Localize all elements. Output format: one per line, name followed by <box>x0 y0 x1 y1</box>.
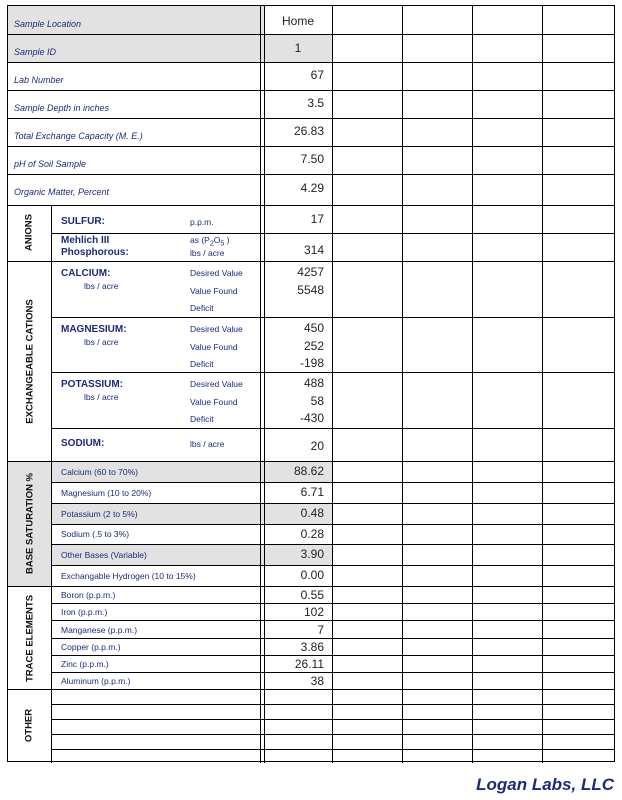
soil-report-table <box>7 5 615 762</box>
trace-value: 102 <box>303 605 324 619</box>
bs-value: 6.71 <box>300 485 324 499</box>
calcium-desired-value: 4257 <box>297 265 324 279</box>
deficit-label: Deficit <box>190 414 214 424</box>
phos-unit-line1: as ($P_2O_5$ ) <box>190 235 230 248</box>
divider-h <box>51 734 614 735</box>
found-label: Value Found <box>190 342 238 352</box>
company-footer: Logan Labs, LLC <box>476 775 614 794</box>
tec-value: 26.83 <box>293 124 324 138</box>
bs-value: 88.62 <box>293 464 324 478</box>
tec-label: Total Exchange Capacity (M. E.) <box>14 131 143 141</box>
bs-value: 0.00 <box>300 568 324 582</box>
bs-label: Sodium (.5 to 3%) <box>61 529 130 539</box>
trace-label: Iron (p.p.m.) <box>61 607 108 617</box>
anions-section-label: ANIONS <box>23 214 35 251</box>
divider-v <box>332 6 333 763</box>
divider-h <box>51 749 614 750</box>
divider-h <box>51 603 614 604</box>
desired-label: Desired Value <box>190 324 243 334</box>
phos-label-line2: Phosphorous: <box>61 247 129 258</box>
lab-number-value: 67 <box>310 68 324 82</box>
divider-h <box>51 503 614 504</box>
bs-value: 0.28 <box>300 527 324 541</box>
potassium-unit: lbs / acre <box>84 392 119 402</box>
divider-h <box>51 524 614 525</box>
divider-v <box>472 6 473 763</box>
sulfur-label: SULFUR: <box>61 216 105 227</box>
divider-h <box>51 704 614 705</box>
sodium-value: 20 <box>310 439 324 453</box>
deficit-label: Deficit <box>190 359 214 369</box>
bs-label: Other Bases (Variable) <box>61 550 147 560</box>
bs-label: Exchangable Hydrogen (10 to 15%) <box>61 571 196 581</box>
bs-value: 0.48 <box>300 506 324 520</box>
potassium-label: POTASSIUM: <box>61 379 124 390</box>
trace-elements-section-label: TRACE ELEMENTS <box>24 594 36 683</box>
sulfur-unit: p.p.m. <box>190 217 214 227</box>
trace-label: Manganese (p.p.m.) <box>61 625 138 635</box>
sample-depth-label: Sample Depth in inches <box>14 103 110 113</box>
sulfur-value: 17 <box>310 212 324 226</box>
divider-h <box>51 719 614 720</box>
trace-value: 38 <box>310 674 324 688</box>
potassium-deficit-value: -430 <box>299 411 324 425</box>
bs-label: Magnesium (10 to 20%) <box>61 488 152 498</box>
divider-h <box>51 482 614 483</box>
organic-matter-label: Organic Matter, Percent <box>14 187 110 197</box>
magnesium-found-value: 252 <box>303 339 324 353</box>
divider-h <box>51 565 614 566</box>
potassium-found-value: 58 <box>310 394 324 408</box>
values-column <box>264 6 332 763</box>
sample-location-value: Home <box>281 14 314 28</box>
divider-h <box>51 317 614 318</box>
divider-h <box>51 655 614 656</box>
bs-label: Calcium (60 to 70%) <box>61 467 139 477</box>
divider-h <box>51 672 614 673</box>
divider-v <box>260 6 261 763</box>
divider-v <box>542 6 543 763</box>
magnesium-desired-value: 450 <box>303 321 324 335</box>
trace-value: 3.86 <box>300 640 324 654</box>
trace-value: 26.11 <box>294 657 324 671</box>
cations-section-label: EXCHANGEABLE CATIONS <box>24 299 36 424</box>
lab-number-label: Lab Number <box>14 75 64 85</box>
calcium-label: CALCIUM: <box>61 268 111 279</box>
phosphorous-value: 314 <box>303 243 324 257</box>
phos-label-line1: Mehlich III <box>61 235 110 246</box>
divider-h <box>51 544 614 545</box>
trace-label: Copper (p.p.m.) <box>61 642 121 652</box>
sample-depth-value: 3.5 <box>307 96 324 110</box>
divider-v <box>51 205 52 763</box>
sample-id-value: 1 <box>294 41 302 55</box>
bs-label: Potassium (2 to 5%) <box>61 509 138 519</box>
sodium-label: SODIUM: <box>61 438 105 449</box>
divider-h <box>51 233 614 234</box>
trace-label: Zinc (p.p.m.) <box>61 659 109 669</box>
base-saturation-section-label: BASE SATURATION % <box>24 473 36 574</box>
divider-h <box>51 372 614 373</box>
desired-label: Desired Value <box>190 379 243 389</box>
ph-label: pH of Soil Sample <box>14 159 87 169</box>
bs-value: 3.90 <box>300 547 324 561</box>
potassium-desired-value: 488 <box>303 376 324 390</box>
trace-label: Boron (p.p.m.) <box>61 590 116 600</box>
phos-unit-line2: lbs / acre <box>190 248 225 258</box>
divider-h <box>51 620 614 621</box>
sample-id-label: Sample ID <box>14 47 57 57</box>
other-section-label: OTHER <box>23 708 35 743</box>
magnesium-deficit-value: -198 <box>299 356 324 370</box>
sodium-unit: lbs / acre <box>190 439 225 449</box>
sample-location-label: Sample Location <box>14 19 82 29</box>
found-label: Value Found <box>190 286 238 296</box>
desired-label: Desired Value <box>190 268 243 278</box>
divider-h <box>51 638 614 639</box>
magnesium-label: MAGNESIUM: <box>61 324 127 335</box>
trace-value: 7 <box>317 623 324 637</box>
found-label: Value Found <box>190 397 238 407</box>
calcium-found-value: 5548 <box>297 283 324 297</box>
trace-label: Aluminum (p.p.m.) <box>61 676 131 686</box>
divider-v <box>402 6 403 763</box>
deficit-label: Deficit <box>190 303 214 313</box>
trace-value: 0.55 <box>300 588 324 602</box>
magnesium-unit: lbs / acre <box>84 337 119 347</box>
organic-matter-value: 4.29 <box>300 181 324 195</box>
divider-h <box>51 428 614 429</box>
calcium-unit: lbs / acre <box>84 281 119 291</box>
ph-value: 7.50 <box>300 152 324 166</box>
